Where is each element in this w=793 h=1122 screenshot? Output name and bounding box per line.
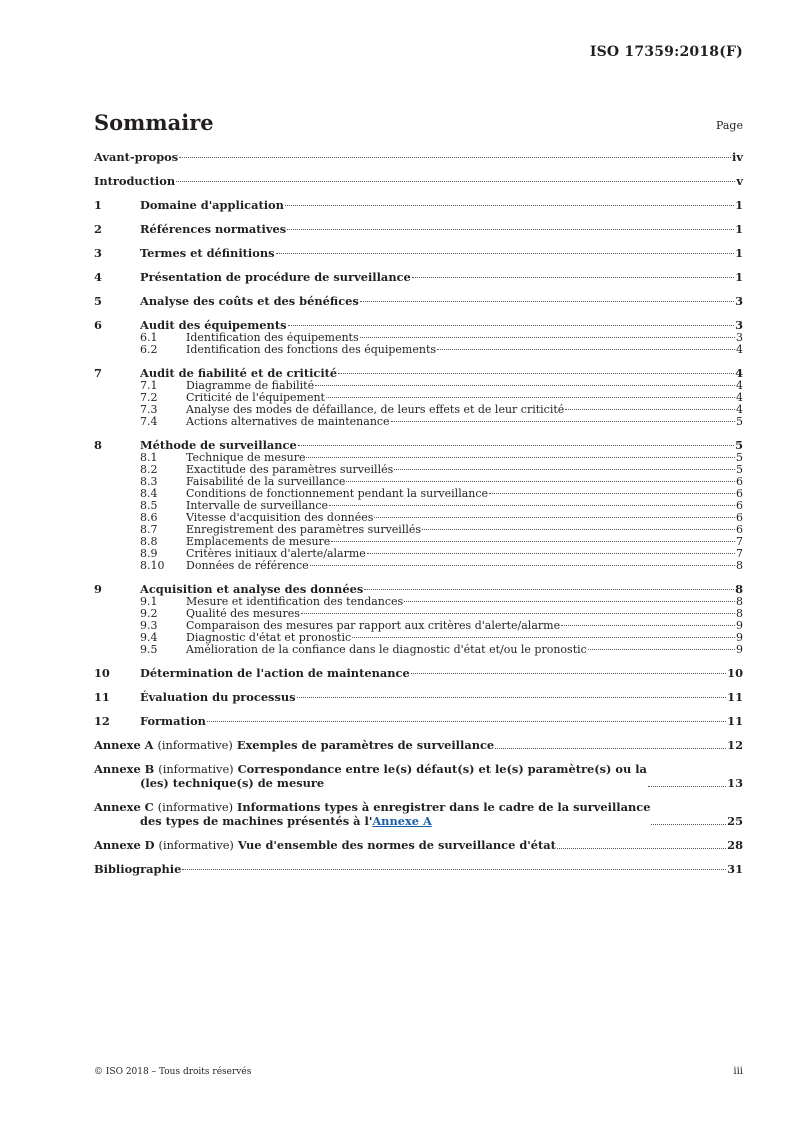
toc-entry-number: 8.7 [140, 523, 158, 536]
dot-leader [561, 625, 735, 626]
toc-entry-title: Emplacements de mesure [186, 536, 331, 548]
toc-entry[interactable] [94, 332, 743, 344]
dot-leader [411, 673, 726, 674]
toc-entry[interactable] [94, 512, 743, 524]
dot-leader [287, 229, 734, 230]
toc-entry-title: Mesure et identification des tendances [186, 596, 404, 608]
annex-label: Annexe A [94, 738, 154, 752]
dot-leader [310, 565, 735, 566]
toc-entry-page: iv [732, 150, 743, 164]
page-column-label: Page [715, 119, 743, 132]
page-title: Sommaire [94, 110, 214, 135]
dot-leader [374, 517, 735, 518]
toc-entry-page: 7 [736, 535, 743, 548]
toc-entry-number: 10 [94, 666, 110, 680]
toc-entry-title: Identification des fonctions des équipements [186, 344, 437, 356]
toc-entry-title: Détermination de l'action de maintenance [140, 666, 410, 680]
toc-entry-title: Termes et définitions [140, 246, 275, 260]
annex-kind: (informative) [157, 738, 233, 752]
toc-entry-number: 7.4 [140, 415, 158, 428]
dot-leader [331, 541, 735, 542]
dot-leader [276, 253, 735, 254]
dot-leader [179, 157, 731, 158]
dot-leader [182, 869, 726, 870]
toc-entry-page: 3 [735, 294, 743, 308]
dot-leader [360, 337, 735, 338]
dot-leader [394, 469, 735, 470]
toc-entry-number: 9.4 [140, 631, 158, 644]
dot-leader [176, 181, 735, 182]
toc-entry-number: 9.5 [140, 643, 158, 656]
toc-entry[interactable] [94, 246, 743, 260]
toc-entry[interactable] [94, 536, 743, 548]
toc-entry[interactable] [94, 666, 743, 680]
toc-entry[interactable] [94, 596, 743, 608]
toc-annex-entry[interactable] [94, 738, 743, 752]
annex-title-line1: Correspondance entre le(s) défaut(s) et le(s) paramètre(s) ou la [237, 762, 647, 776]
toc-entry-page: 4 [736, 403, 743, 416]
toc-entry-number: 7.3 [140, 403, 158, 416]
toc-entry-page: 6 [736, 523, 743, 536]
toc-entry-title: Actions alternatives de maintenance [186, 416, 390, 428]
annex-label: Annexe B [94, 762, 155, 776]
toc-entry-page: 11 [727, 690, 743, 704]
toc-entry[interactable] [94, 524, 743, 536]
toc-entry[interactable] [94, 560, 743, 572]
toc-entry[interactable] [94, 174, 743, 188]
toc-entry-page: v [736, 174, 743, 188]
annex-link[interactable]: Annexe A [372, 814, 432, 828]
toc-entry-page: 5 [735, 438, 743, 452]
toc-entry-page: 6 [736, 487, 743, 500]
toc-bibliography-entry[interactable] [94, 862, 743, 876]
toc-entry-page: 8 [736, 607, 743, 620]
toc-entry-title: Vitesse d'acquisition des données [186, 512, 374, 524]
toc-entry-page: 4 [735, 366, 743, 380]
toc-entry[interactable] [94, 452, 743, 464]
toc-entry-title: Comparaison des mesures par rapport aux critères d'alerte/alarme [186, 620, 561, 632]
toc-entry-page: 6 [736, 499, 743, 512]
toc-entry[interactable] [94, 294, 743, 308]
toc-entry-page: 1 [735, 270, 743, 284]
toc-entry-page: 4 [736, 391, 743, 404]
toc-entry-number: 1 [94, 198, 102, 212]
toc-entry-page: 5 [736, 451, 743, 464]
toc-entry-title: Introduction [94, 174, 176, 188]
dot-leader [298, 445, 734, 446]
toc-entry-page: 5 [736, 415, 743, 428]
toc-entry[interactable] [94, 366, 743, 380]
dot-leader [346, 481, 735, 482]
toc-entry-page: 10 [727, 666, 743, 680]
toc-entry-page: 3 [736, 331, 743, 344]
dot-leader [326, 397, 735, 398]
copyright-footer: © ISO 2018 – Tous droits réservés [94, 1067, 252, 1077]
annex-label: Annexe C [94, 800, 154, 814]
toc-entry-number: 8.8 [140, 535, 158, 548]
toc-entry-title: Amélioration de la confiance dans le diagnostic d'état et/ou le pronostic [186, 644, 587, 656]
toc-entry-page: 13 [727, 776, 743, 790]
toc-entry-number: 9.1 [140, 595, 158, 608]
toc-entry-number: 9.3 [140, 619, 158, 632]
toc-entry[interactable] [94, 438, 743, 452]
toc-entry-number: 8 [94, 438, 102, 452]
annex-label: Annexe D [94, 838, 155, 852]
dot-leader [301, 613, 735, 614]
toc-entry-title: Avant-propos [94, 150, 179, 164]
toc-entry[interactable] [94, 690, 743, 704]
dot-leader [288, 325, 735, 326]
toc-entry-page: 31 [727, 862, 743, 876]
toc-entry-page: 9 [736, 643, 743, 656]
toc-entry-title: Technique de mesure [186, 452, 306, 464]
toc-entry-title: Domaine d'application [140, 198, 284, 212]
toc-entry-number: 12 [94, 714, 110, 728]
toc-entry-page: 1 [735, 198, 743, 212]
toc-entry[interactable] [94, 714, 743, 728]
toc-entry-page: 9 [736, 619, 743, 632]
toc-entry-page: 6 [736, 511, 743, 524]
dot-leader [437, 349, 735, 350]
toc-entry-page: 6 [736, 475, 743, 488]
toc-entry-title: Conditions de fonctionnement pendant la surveillance [186, 488, 489, 500]
annex-title-line1: Exemples de paramètres de surveillance [236, 738, 495, 752]
toc-entry[interactable] [94, 198, 743, 212]
toc-entry-title: Identification des équipements [186, 332, 359, 344]
toc-entry[interactable] [94, 270, 743, 284]
toc-entry-number: 9 [94, 582, 102, 596]
annex-title-block [94, 838, 556, 852]
toc-entry-title: Criticité de l'équipement [186, 392, 325, 404]
dot-leader [364, 589, 734, 590]
dot-leader [306, 457, 735, 458]
toc-entry-number: 4 [94, 270, 102, 284]
toc-entry-title: Audit de fiabilité et de criticité [140, 366, 338, 380]
toc-entry[interactable] [94, 222, 743, 236]
dot-leader [648, 786, 726, 787]
toc-entry-page: 8 [736, 595, 743, 608]
dot-leader [285, 205, 734, 206]
dot-leader [207, 721, 726, 722]
toc-entry-title: Références normatives [140, 222, 287, 236]
toc-entry-title: Enregistrement des paramètres surveillés [186, 524, 422, 536]
dot-leader [338, 373, 734, 374]
toc-entry[interactable] [94, 548, 743, 560]
toc-entry-title: Diagnostic d'état et pronostic [186, 632, 352, 644]
toc-entry-number: 8.1 [140, 451, 158, 464]
toc-entry-title: Présentation de procédure de surveillance [140, 270, 411, 284]
toc-entry-title: Diagramme de fiabilité [186, 380, 315, 392]
annex-kind: (informative) [157, 800, 234, 814]
annex-title-line2-text: des types de machines présentés à l' [140, 814, 373, 828]
toc-entry[interactable] [94, 644, 743, 656]
table-of-contents [94, 150, 743, 876]
toc-entry-title: Évaluation du processus [140, 690, 296, 704]
toc-entry-number: 8.6 [140, 511, 158, 524]
annex-title-line1: Informations types à enregistrer dans le cadre de la surveillance [237, 800, 651, 814]
toc-entry-number: 2 [94, 222, 102, 236]
toc-entry-number: 9.2 [140, 607, 158, 620]
toc-entry[interactable] [94, 476, 743, 488]
toc-entry-page: 3 [735, 318, 743, 332]
annex-title-line1: Vue d'ensemble des normes de surveillance d'état [237, 838, 556, 852]
toc-entry[interactable] [94, 632, 743, 644]
annex-title-block [94, 738, 494, 752]
dot-leader [367, 553, 735, 554]
toc-entry[interactable] [94, 500, 743, 512]
toc-entry-number: 8.5 [140, 499, 158, 512]
toc-entry-page: 1 [735, 222, 743, 236]
toc-entry-page: 1 [735, 246, 743, 260]
toc-entry-number: 6.2 [140, 343, 158, 356]
toc-entry-title: Données de référence [186, 560, 309, 572]
dot-leader [565, 409, 735, 410]
document-id: ISO 17359:2018(F) [589, 44, 743, 60]
toc-entry-page: 4 [736, 343, 743, 356]
dot-leader [404, 601, 735, 602]
toc-entry-title: Critères initiaux d'alerte/alarme [186, 548, 366, 560]
dot-leader [315, 385, 735, 386]
toc-entry-number: 8.4 [140, 487, 158, 500]
dot-leader [360, 301, 734, 302]
toc-entry-number: 6.1 [140, 331, 158, 344]
annex-title-block [94, 800, 650, 828]
toc-annex-entry[interactable] [94, 762, 743, 790]
toc-entry-number: 8.3 [140, 475, 158, 488]
toc-entry[interactable] [94, 582, 743, 596]
toc-entry-page: 8 [735, 582, 743, 596]
toc-entry-number: 7 [94, 366, 102, 380]
dot-leader [588, 649, 735, 650]
toc-entry[interactable] [94, 620, 743, 632]
toc-entry-page: 28 [727, 838, 743, 852]
toc-entry[interactable] [94, 404, 743, 416]
toc-entry[interactable] [94, 608, 743, 620]
toc-entry-page: 5 [736, 463, 743, 476]
toc-entry[interactable] [94, 416, 743, 428]
toc-entry[interactable] [94, 150, 743, 164]
toc-entry-title: Exactitude des paramètres surveillés [186, 464, 394, 476]
toc-entry-number: 5 [94, 294, 102, 308]
dot-leader [329, 505, 735, 506]
toc-entry-page: 4 [736, 379, 743, 392]
annex-kind: (informative) [158, 762, 234, 776]
toc-entry-title: Acquisition et analyse des données [140, 582, 364, 596]
toc-entry-page: 12 [727, 738, 743, 752]
toc-entry-number: 8.10 [140, 559, 165, 572]
toc-entry-number: 7.1 [140, 379, 158, 392]
toc-entry[interactable] [94, 380, 743, 392]
toc-annex-entry[interactable] [94, 800, 743, 828]
toc-entry-title: Formation [140, 714, 206, 728]
dot-leader [489, 493, 735, 494]
toc-entry-title: Intervalle de surveillance [186, 500, 329, 512]
toc-entry-page: 8 [736, 559, 743, 572]
toc-entry-page: 7 [736, 547, 743, 560]
toc-entry-title: Analyse des modes de défaillance, de leurs effets et de leur criticité [186, 404, 565, 416]
toc-entry[interactable] [94, 344, 743, 356]
dot-leader [495, 748, 726, 749]
toc-entry-number: 8.2 [140, 463, 158, 476]
toc-entry-title: Bibliographie [94, 862, 182, 876]
toc-entry-title: Analyse des coûts et des bénéfices [140, 294, 359, 308]
toc-entry-number: 6 [94, 318, 102, 332]
toc-entry[interactable] [94, 464, 743, 476]
dot-leader [297, 697, 727, 698]
toc-entry-number: 11 [94, 690, 110, 704]
page-number: iii [733, 1066, 743, 1077]
toc-entry[interactable] [94, 318, 743, 332]
annex-title-line2-text: (les) technique(s) de mesure [140, 776, 325, 790]
toc-entry-page: 25 [727, 814, 743, 828]
annex-kind: (informative) [158, 838, 234, 852]
annex-title-line2 [94, 814, 650, 828]
dot-leader [352, 637, 735, 638]
toc-entry-number: 8.9 [140, 547, 158, 560]
toc-entry[interactable] [94, 392, 743, 404]
dot-leader [422, 529, 735, 530]
toc-entry[interactable] [94, 488, 743, 500]
annex-title-block [94, 762, 647, 790]
toc-annex-entry[interactable] [94, 838, 743, 852]
toc-entry-title: Méthode de surveillance [140, 438, 297, 452]
toc-entry-page: 11 [727, 714, 743, 728]
toc-entry-title: Qualité des mesures [186, 608, 300, 620]
dot-leader [391, 421, 735, 422]
toc-entry-number: 3 [94, 246, 102, 260]
toc-entry-number: 7.2 [140, 391, 158, 404]
dot-leader [557, 848, 726, 849]
dot-leader [412, 277, 734, 278]
annex-title-line2 [94, 776, 647, 790]
toc-entry-title: Audit des équipements [140, 318, 287, 332]
toc-entry-title: Faisabilité de la surveillance [186, 476, 346, 488]
dot-leader [651, 824, 726, 825]
toc-entry-page: 9 [736, 631, 743, 644]
